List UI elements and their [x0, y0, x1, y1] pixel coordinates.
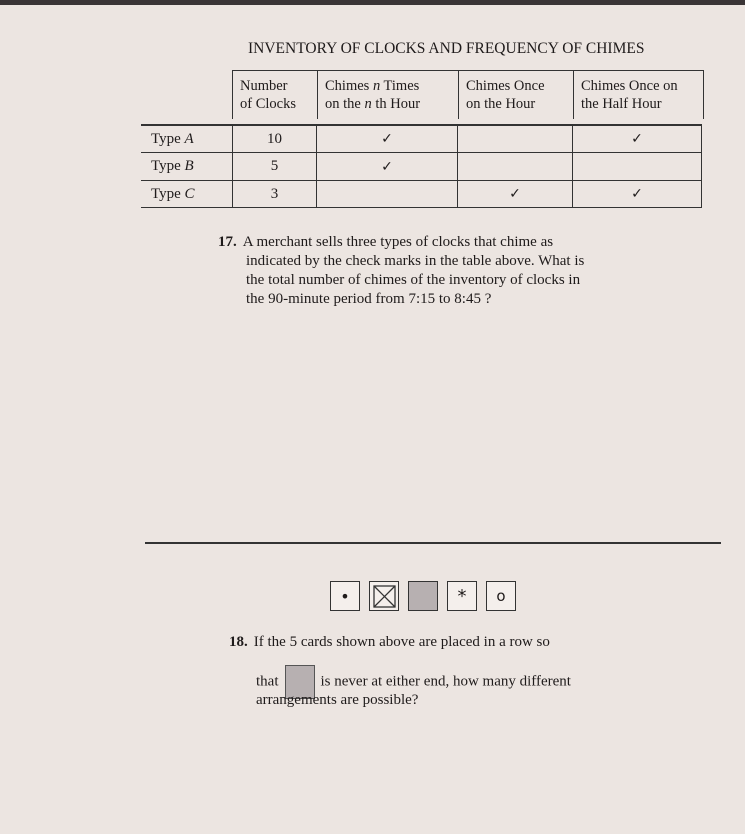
row-type-label: Type B — [151, 158, 194, 174]
table-body — [141, 118, 702, 208]
question-text-line: indicated by the check marks in the table above. What is — [246, 253, 585, 269]
number-cell: 10 — [232, 126, 316, 152]
empty-cell — [316, 181, 457, 207]
table-header — [232, 70, 704, 119]
empty-cell — [457, 153, 572, 180]
check-mark-icon: ✓ — [572, 181, 702, 207]
header-chimes-n-times: Chimes n Times on the n th Hour — [317, 71, 458, 119]
header-chimes-once-half-hour: Chimes Once on the Half Hour — [573, 71, 703, 119]
number-cell: 5 — [232, 153, 316, 180]
question-number: 18. — [229, 634, 248, 650]
empty-cell — [572, 153, 702, 180]
empty-cell — [457, 126, 572, 152]
table-title: INVENTORY OF CLOCKS AND FREQUENCY OF CHIMES — [248, 40, 645, 57]
card-crossed-box — [369, 581, 399, 611]
card-circle: o — [486, 581, 516, 611]
question-17 — [218, 233, 648, 309]
table-row — [141, 180, 702, 208]
section-divider — [145, 542, 721, 544]
check-mark-icon: ✓ — [316, 126, 457, 152]
question-text-line: the total number of chimes of the inventory of clocks in — [246, 272, 581, 288]
table-row — [141, 152, 702, 180]
card-dot: • — [330, 581, 360, 611]
crossed-box-icon — [371, 583, 398, 610]
top-border — [0, 0, 745, 5]
question-number: 17. — [218, 234, 237, 250]
number-cell: 3 — [232, 181, 316, 207]
header-number-of-clocks: Number of Clocks — [240, 78, 296, 112]
card-row — [330, 581, 516, 611]
question-18 — [229, 633, 649, 708]
question-text-line: arrangements are possible? — [256, 692, 419, 708]
card-gray — [408, 581, 438, 611]
row-type-label: Type C — [151, 185, 195, 202]
question-text-line: that is never at either end, how many different — [256, 665, 571, 699]
question-text-line: the 90-minute period from 7:15 to 8:45 ? — [246, 291, 492, 307]
check-mark-icon: ✓ — [457, 181, 572, 207]
question-text-line: 18. If the 5 cards shown above are placed in a row so — [229, 634, 550, 650]
check-mark-icon: ✓ — [572, 126, 702, 152]
header-chimes-once-hour: Chimes Once on the Hour — [458, 71, 573, 119]
check-mark-icon: ✓ — [316, 153, 457, 180]
question-text-line: 17. A merchant sells three types of clocks that chime as — [218, 234, 554, 250]
row-type-label: Type A — [151, 130, 194, 147]
card-asterisk: * — [447, 581, 477, 611]
table-row — [141, 124, 702, 152]
